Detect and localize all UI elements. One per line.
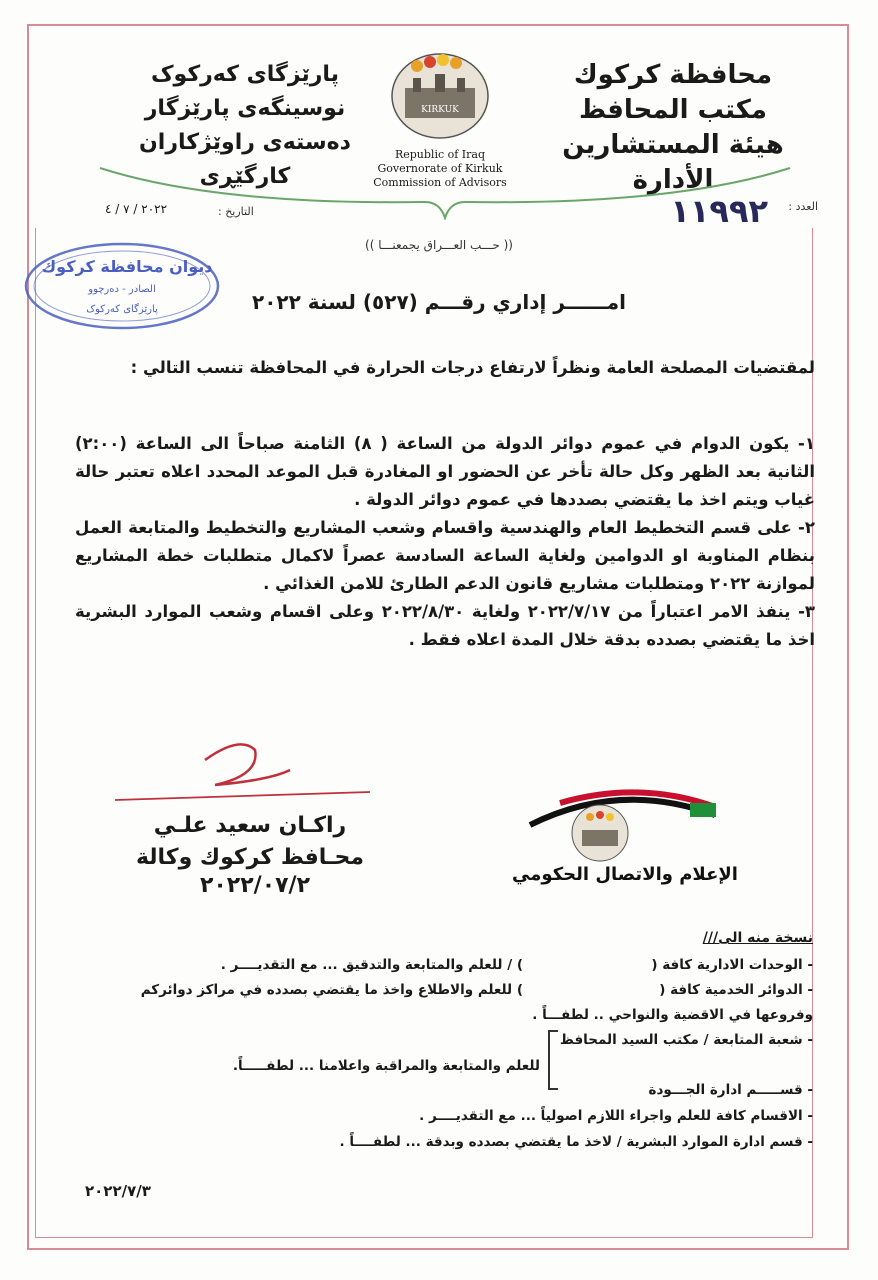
signature-date: ٢٠٢٢/٠٧/٢ [199,873,311,898]
media-logo [500,785,740,895]
number-value: ١١٩٩٢ [670,192,768,230]
media-logo-text: الإعلام والاتصال الحكومي [512,864,738,885]
body-item: ٣- ينفذ الامر اعتباراً من ٢٠٢٢/٧/١٧ ولغاية ٢٠٢٢/٨/٣٠ وعلى اقسام وشعب الموارد البشرية اخذ ما يقتضي بصدده بدقة خلال المدة اعلاه فقط . [75,602,815,649]
logo-text: KIRKUK [421,105,459,115]
header-kurdish-line: کارگێڕی [199,164,291,189]
cc-line: - قســـــم ادارة الجـــودة [648,1082,813,1098]
motto: (( حـــب العـــراق يجمعنـــا )) [365,238,513,252]
body-item: ٢- على قسم التخطيط العام والهندسية واقسام وشعب المشاريع والتخطيط والمتابعة العمل بنظام المناوبة او الدوامين ولغاية الساعة السادسة عصراً لاكمال متطلبات خطة المشاريع لموازنة ٢٠٢٢ ومتطلبات مشاريع قانون الدعم الطارئ للامن الغذائي . [75,518,815,593]
header-kurdish-line: دەستەی راوێژکاران [139,130,351,155]
header-arabic-line: الأدارة [632,165,714,195]
header-arabic-line: محافظة كركوك [573,60,773,90]
signatory-name: راكـان سعيد علـي [153,813,347,838]
cc-note: ) للعلم والاطلاع واخذ ما يقتضي بصدده في مراكز دوائركم [140,982,523,998]
cc-note: للعلم والمتابعة والمراقبة واعلامنا ... لطفـــــاً. [232,1058,540,1074]
cc-line: - الدوائر الخدمية كافة ( [659,982,813,998]
cc-note: ) / للعلم والمتابعة والتدقيق ... مع التقديــــر . [220,957,523,973]
header-english-line: Governorate of Kirkuk [377,162,503,175]
stamp-line: پارێزگای کەرکوک [86,304,158,315]
header-arabic-line: هيئة المستشارين [562,130,784,160]
date-value: ٢٠٢٢ / ٧ / ٤ [105,202,168,216]
header-kurdish-line: پارێزگای کەرکوک [151,62,339,87]
order-title: امــــــر إداري رقـــم (٥٢٧) لسنة ٢٠٢٢ [251,290,627,314]
body-intro: لمقتضيات المصلحة العامة ونظراً لارتفاع درجات الحرارة في المحافظة تنسب التالي : [130,358,815,377]
cc-line: - الاقسام كافة للعلم واجراء اللازم اصولياً ... مع التقديــــر . [419,1108,813,1124]
header-kurdish-line: نوسینگەی پارێزگار [144,96,346,121]
signatory-title: محـافظ كركوك وكالة [135,845,365,870]
header-english-line: Republic of Iraq [394,148,486,161]
header-english-line: Commission of Advisors [373,176,507,189]
footer-date: ٢٠٢٢/٧/٣ [85,1182,151,1200]
body-item: ١- يكون الدوام في عموم دوائر الدولة من الساعة ( ٨) الثامنة صباحاً الى الساعة (٢:٠٠) الثانية بعد الظهر وكل حالة تأخر عن الحضور او المغادرة قبل الموعد المحدد اعلاه تعتبر حالة غياب ويتم اخذ ما يقتضي بصددها في عموم دوائر الدولة . [75,434,815,509]
signatory [130,810,370,874]
kirkuk-logo [385,48,495,140]
stamp-line: ديوان محافظة كركوك [41,257,213,276]
header-arabic-line: مكتب المحافظ [579,95,767,125]
stamp-line: الصادر - دەرچوو [88,284,156,295]
cc-line: - قسم ادارة الموارد البشرية / لاخذ ما يقتضي بصدده وبدقة ... لطفــــاً . [339,1134,813,1150]
cc-line: - شعبة المتابعة / مكتب السيد المحافظ [559,1032,813,1048]
cc-bracket [548,1030,558,1090]
cc-line: وفروعها في الاقضية والنواحي .. لطفـــاً . [532,1007,813,1023]
number-label: العدد : [788,200,818,213]
cc-line: - الوحدات الادارية كافة ( [651,957,813,973]
official-stamp [22,240,222,332]
date-label: التاريخ : [218,205,254,218]
cc-heading: نسخة منه الى/// [702,930,813,946]
